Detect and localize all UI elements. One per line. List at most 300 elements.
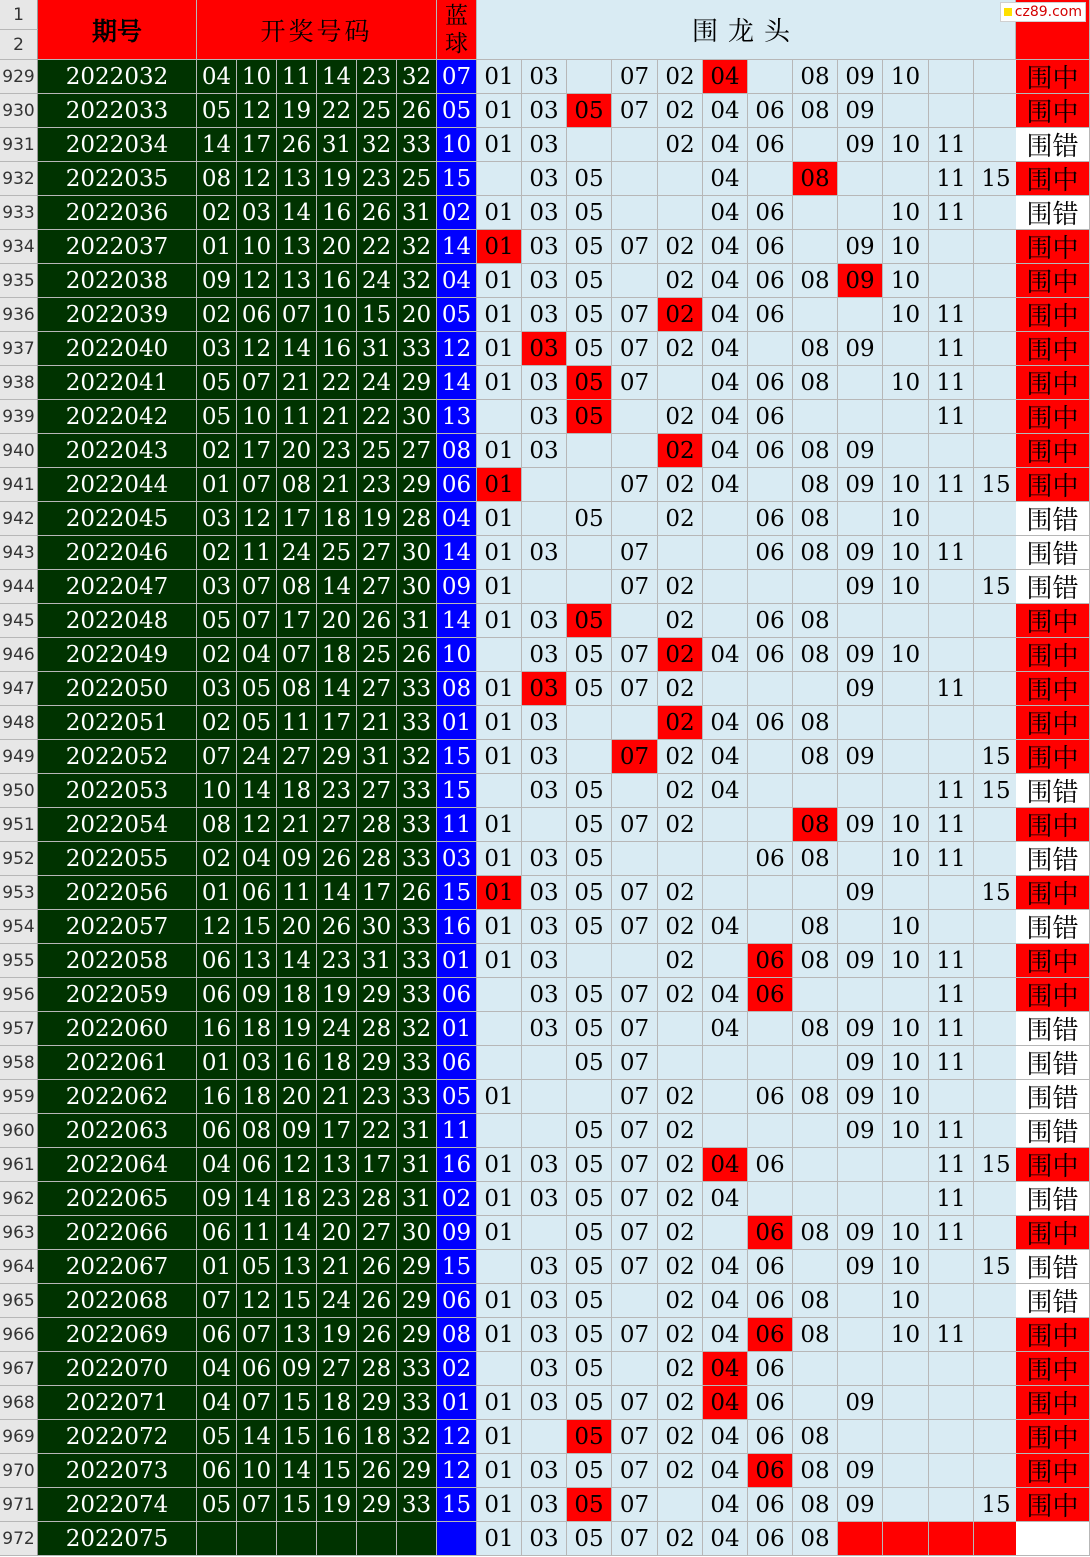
wl-cell[interactable]: 06 — [748, 128, 793, 162]
wl-cell[interactable]: 07 — [612, 1012, 658, 1046]
period-cell[interactable]: 2022053 — [38, 774, 197, 808]
wl-cell[interactable] — [838, 366, 883, 400]
winning-number-cell[interactable]: 02 — [197, 298, 237, 332]
wl-cell[interactable] — [748, 1182, 793, 1216]
winning-number-cell[interactable]: 33 — [397, 1352, 437, 1386]
blue-ball-cell[interactable]: 09 — [437, 1216, 477, 1250]
wl-cell[interactable]: 04 — [703, 910, 748, 944]
wl-cell[interactable] — [522, 808, 567, 842]
winning-number-cell[interactable]: 14 — [277, 1216, 317, 1250]
wl-cell[interactable]: 07 — [612, 1420, 658, 1454]
blue-ball-cell[interactable]: 11 — [437, 1114, 477, 1148]
winning-number-cell[interactable]: 19 — [317, 1318, 357, 1352]
winning-number-cell[interactable]: 05 — [237, 706, 277, 740]
wl-cell[interactable] — [929, 1250, 974, 1284]
winning-number-cell[interactable]: 14 — [317, 60, 357, 94]
winning-number-cell[interactable]: 27 — [357, 672, 397, 706]
winning-number-cell[interactable]: 09 — [197, 1182, 237, 1216]
wl-cell[interactable]: 11 — [929, 536, 974, 570]
winning-number-cell[interactable]: 30 — [397, 536, 437, 570]
wl-cell[interactable] — [838, 1420, 883, 1454]
wl-cell[interactable]: 09 — [838, 570, 883, 604]
winning-number-cell[interactable]: 22 — [357, 230, 397, 264]
wl-cell[interactable] — [974, 638, 1019, 672]
wl-cell[interactable]: 02 — [658, 740, 703, 774]
wl-cell[interactable]: 09 — [838, 1488, 883, 1522]
period-cell[interactable]: 2022035 — [38, 162, 197, 196]
wl-cell[interactable]: 10 — [883, 468, 929, 502]
wl-cell[interactable] — [612, 1352, 658, 1386]
wl-cell[interactable] — [703, 604, 748, 638]
winning-number-cell[interactable]: 17 — [357, 876, 397, 910]
winning-number-cell[interactable]: 29 — [397, 1318, 437, 1352]
winning-number-cell[interactable]: 05 — [237, 1250, 277, 1284]
wl-cell[interactable]: 07 — [612, 468, 658, 502]
result-cell[interactable]: 围错 — [1016, 1114, 1090, 1148]
wl-cell[interactable]: 08 — [793, 1012, 838, 1046]
winning-number-cell[interactable]: 01 — [197, 1250, 237, 1284]
wl-cell[interactable]: 08 — [793, 162, 838, 196]
winning-number-cell[interactable]: 19 — [277, 94, 317, 128]
wl-cell[interactable] — [838, 1182, 883, 1216]
wl-cell[interactable]: 02 — [658, 230, 703, 264]
winning-number-cell[interactable]: 23 — [317, 434, 357, 468]
wl-cell[interactable]: 11 — [929, 774, 974, 808]
winning-number-cell[interactable]: 13 — [277, 162, 317, 196]
wl-cell[interactable]: 04 — [703, 94, 748, 128]
winning-number-cell[interactable]: 33 — [397, 910, 437, 944]
wl-cell[interactable] — [567, 60, 612, 94]
winning-number-cell[interactable]: 33 — [397, 774, 437, 808]
winning-number-cell[interactable]: 29 — [397, 1454, 437, 1488]
wl-cell[interactable]: 07 — [612, 60, 658, 94]
winning-number-cell[interactable]: 20 — [317, 1216, 357, 1250]
row-number[interactable]: 930 — [0, 94, 38, 128]
wl-cell[interactable] — [838, 774, 883, 808]
wl-cell[interactable]: 05 — [567, 196, 612, 230]
row-number[interactable]: 967 — [0, 1352, 38, 1386]
winning-number-cell[interactable]: 17 — [277, 604, 317, 638]
winning-number-cell[interactable]: 12 — [237, 94, 277, 128]
wl-cell[interactable]: 07 — [612, 978, 658, 1012]
winning-number-cell[interactable]: 24 — [357, 264, 397, 298]
period-cell[interactable]: 2022067 — [38, 1250, 197, 1284]
wl-cell[interactable]: 08 — [793, 1454, 838, 1488]
winning-number-cell[interactable]: 14 — [237, 1420, 277, 1454]
period-cell[interactable]: 2022039 — [38, 298, 197, 332]
blue-ball-cell[interactable]: 16 — [437, 910, 477, 944]
wl-cell[interactable]: 01 — [477, 706, 522, 740]
wl-cell[interactable]: 10 — [883, 944, 929, 978]
winning-number-cell[interactable]: 27 — [317, 1352, 357, 1386]
wl-cell[interactable]: 03 — [522, 1148, 567, 1182]
blue-ball-cell[interactable]: 08 — [437, 672, 477, 706]
wl-cell[interactable]: 03 — [522, 638, 567, 672]
winning-number-cell[interactable]: 20 — [397, 298, 437, 332]
wl-cell[interactable]: 06 — [748, 1454, 793, 1488]
wl-cell[interactable]: 01 — [477, 808, 522, 842]
winning-number-cell[interactable]: 14 — [317, 570, 357, 604]
result-cell[interactable]: 围中 — [1016, 60, 1090, 94]
blue-ball-cell[interactable]: 01 — [437, 944, 477, 978]
wl-cell[interactable]: 08 — [793, 1522, 838, 1556]
wl-cell[interactable]: 04 — [703, 1284, 748, 1318]
wl-cell[interactable] — [703, 876, 748, 910]
wl-cell[interactable]: 06 — [748, 434, 793, 468]
wl-cell[interactable] — [929, 876, 974, 910]
wl-cell[interactable]: 04 — [703, 1386, 748, 1420]
period-cell[interactable]: 2022045 — [38, 502, 197, 536]
winning-number-cell[interactable]: 33 — [397, 1488, 437, 1522]
winning-number-cell[interactable]: 29 — [357, 978, 397, 1012]
wl-cell[interactable] — [567, 1080, 612, 1114]
blue-ball-cell[interactable]: 14 — [437, 536, 477, 570]
blue-ball-cell[interactable]: 08 — [437, 434, 477, 468]
wl-cell[interactable] — [748, 876, 793, 910]
winning-number-cell[interactable]: 32 — [397, 1420, 437, 1454]
wl-cell[interactable] — [748, 468, 793, 502]
winning-number-cell[interactable]: 27 — [357, 774, 397, 808]
wl-cell[interactable]: 05 — [567, 332, 612, 366]
winning-number-cell[interactable]: 29 — [357, 1488, 397, 1522]
wl-cell[interactable]: 09 — [838, 60, 883, 94]
winning-number-cell[interactable]: 09 — [237, 978, 277, 1012]
row-number[interactable]: 946 — [0, 638, 38, 672]
winning-number-cell[interactable]: 18 — [277, 978, 317, 1012]
wl-cell[interactable] — [838, 842, 883, 876]
wl-cell[interactable] — [748, 60, 793, 94]
wl-cell[interactable] — [748, 672, 793, 706]
row-number[interactable]: 955 — [0, 944, 38, 978]
period-cell[interactable]: 2022047 — [38, 570, 197, 604]
wl-cell[interactable] — [658, 162, 703, 196]
wl-cell[interactable]: 03 — [522, 536, 567, 570]
wl-cell[interactable] — [883, 1352, 929, 1386]
wl-cell[interactable]: 04 — [703, 774, 748, 808]
wl-cell[interactable] — [612, 774, 658, 808]
blue-ball-cell[interactable]: 01 — [437, 706, 477, 740]
wl-cell[interactable] — [567, 434, 612, 468]
wl-cell[interactable]: 06 — [748, 536, 793, 570]
result-cell[interactable] — [1016, 1522, 1090, 1556]
wl-cell[interactable] — [522, 1216, 567, 1250]
wl-cell[interactable]: 02 — [658, 706, 703, 740]
wl-cell[interactable]: 09 — [838, 264, 883, 298]
wl-cell[interactable]: 07 — [612, 570, 658, 604]
winning-number-cell[interactable]: 33 — [397, 1080, 437, 1114]
result-cell[interactable]: 围中 — [1016, 400, 1090, 434]
winning-number-cell[interactable]: 26 — [397, 638, 437, 672]
wl-cell[interactable]: 03 — [522, 1386, 567, 1420]
wl-cell[interactable] — [793, 1352, 838, 1386]
wl-cell[interactable]: 06 — [748, 230, 793, 264]
wl-cell[interactable]: 10 — [883, 1080, 929, 1114]
wl-cell[interactable]: 04 — [703, 162, 748, 196]
winning-number-cell[interactable]: 08 — [197, 162, 237, 196]
wl-cell[interactable]: 01 — [477, 570, 522, 604]
wl-cell[interactable]: 15 — [974, 740, 1019, 774]
winning-number-cell[interactable] — [357, 1522, 397, 1556]
winning-number-cell[interactable]: 14 — [237, 1182, 277, 1216]
wl-cell[interactable]: 11 — [929, 1046, 974, 1080]
wl-cell[interactable]: 05 — [567, 1488, 612, 1522]
wl-cell[interactable]: 06 — [748, 366, 793, 400]
wl-cell[interactable]: 11 — [929, 808, 974, 842]
wl-cell[interactable] — [477, 1250, 522, 1284]
row-number[interactable]: 970 — [0, 1454, 38, 1488]
wl-cell[interactable]: 07 — [612, 332, 658, 366]
wl-cell[interactable] — [838, 1318, 883, 1352]
result-cell[interactable]: 围中 — [1016, 366, 1090, 400]
wl-cell[interactable]: 05 — [567, 1386, 612, 1420]
winning-number-cell[interactable]: 26 — [357, 1250, 397, 1284]
wl-cell[interactable]: 06 — [748, 400, 793, 434]
wl-cell[interactable]: 04 — [703, 1352, 748, 1386]
wl-cell[interactable] — [838, 1522, 883, 1556]
period-cell[interactable]: 2022071 — [38, 1386, 197, 1420]
wl-cell[interactable]: 03 — [522, 842, 567, 876]
winning-number-cell[interactable]: 02 — [197, 196, 237, 230]
wl-cell[interactable]: 05 — [567, 1046, 612, 1080]
winning-number-cell[interactable]: 14 — [277, 1454, 317, 1488]
wl-cell[interactable]: 01 — [477, 536, 522, 570]
wl-cell[interactable] — [703, 672, 748, 706]
wl-cell[interactable] — [793, 672, 838, 706]
wl-cell[interactable]: 05 — [567, 1318, 612, 1352]
winning-number-cell[interactable]: 22 — [317, 94, 357, 128]
wl-cell[interactable] — [703, 1216, 748, 1250]
wl-cell[interactable] — [838, 502, 883, 536]
wl-cell[interactable]: 01 — [477, 502, 522, 536]
wl-cell[interactable]: 06 — [748, 1318, 793, 1352]
winning-number-cell[interactable]: 05 — [237, 672, 277, 706]
wl-cell[interactable] — [883, 604, 929, 638]
wl-cell[interactable]: 10 — [883, 298, 929, 332]
wl-cell[interactable] — [974, 502, 1019, 536]
row-number[interactable]: 972 — [0, 1522, 38, 1556]
wl-cell[interactable]: 05 — [567, 1182, 612, 1216]
winning-number-cell[interactable]: 12 — [237, 332, 277, 366]
wl-cell[interactable] — [748, 910, 793, 944]
wl-cell[interactable]: 07 — [612, 1488, 658, 1522]
winning-number-cell[interactable]: 09 — [197, 264, 237, 298]
wl-cell[interactable] — [793, 1182, 838, 1216]
winning-number-cell[interactable]: 26 — [277, 128, 317, 162]
wl-cell[interactable]: 06 — [748, 1250, 793, 1284]
wl-cell[interactable]: 09 — [838, 1386, 883, 1420]
wl-cell[interactable]: 08 — [793, 366, 838, 400]
blue-ball-cell[interactable]: 02 — [437, 1182, 477, 1216]
wl-cell[interactable]: 03 — [522, 60, 567, 94]
winning-number-cell[interactable]: 09 — [277, 1352, 317, 1386]
winning-number-cell[interactable]: 07 — [237, 1318, 277, 1352]
winning-number-cell[interactable]: 14 — [317, 876, 357, 910]
wl-cell[interactable]: 04 — [703, 1488, 748, 1522]
blue-ball-cell[interactable]: 04 — [437, 264, 477, 298]
wl-cell[interactable]: 05 — [567, 672, 612, 706]
wl-cell[interactable] — [703, 502, 748, 536]
result-cell[interactable]: 围错 — [1016, 1182, 1090, 1216]
winning-number-cell[interactable]: 16 — [277, 1046, 317, 1080]
wl-cell[interactable]: 11 — [929, 1148, 974, 1182]
row-number[interactable]: 933 — [0, 196, 38, 230]
wl-cell[interactable]: 09 — [838, 468, 883, 502]
wl-cell[interactable]: 03 — [522, 1352, 567, 1386]
wl-cell[interactable]: 03 — [522, 366, 567, 400]
wl-cell[interactable] — [612, 400, 658, 434]
wl-cell[interactable]: 02 — [658, 978, 703, 1012]
wl-cell[interactable] — [838, 400, 883, 434]
row-number[interactable]: 934 — [0, 230, 38, 264]
wl-cell[interactable] — [929, 1080, 974, 1114]
wl-cell[interactable]: 02 — [658, 774, 703, 808]
blue-ball-cell[interactable]: 16 — [437, 1148, 477, 1182]
wl-cell[interactable]: 03 — [522, 162, 567, 196]
wl-cell[interactable]: 06 — [748, 842, 793, 876]
wl-cell[interactable] — [929, 1522, 974, 1556]
wl-cell[interactable]: 02 — [658, 434, 703, 468]
winning-number-cell[interactable]: 05 — [197, 94, 237, 128]
wl-cell[interactable]: 05 — [567, 400, 612, 434]
wl-cell[interactable]: 04 — [703, 400, 748, 434]
winning-number-cell[interactable]: 29 — [357, 1046, 397, 1080]
winning-number-cell[interactable]: 28 — [357, 808, 397, 842]
blue-ball-cell[interactable]: 06 — [437, 468, 477, 502]
wl-cell[interactable]: 04 — [703, 264, 748, 298]
blue-ball-cell[interactable]: 06 — [437, 978, 477, 1012]
winning-number-cell[interactable]: 33 — [397, 1386, 437, 1420]
winning-number-cell[interactable]: 23 — [357, 60, 397, 94]
wl-cell[interactable] — [793, 230, 838, 264]
wl-cell[interactable] — [883, 94, 929, 128]
winning-number-cell[interactable]: 29 — [397, 468, 437, 502]
wl-cell[interactable] — [974, 1046, 1019, 1080]
wl-cell[interactable] — [477, 978, 522, 1012]
result-cell[interactable]: 围中 — [1016, 808, 1090, 842]
wl-cell[interactable] — [929, 604, 974, 638]
wl-cell[interactable] — [838, 1148, 883, 1182]
winning-number-cell[interactable]: 21 — [317, 468, 357, 502]
winning-number-cell[interactable]: 33 — [397, 978, 437, 1012]
wl-cell[interactable]: 06 — [748, 196, 793, 230]
wl-cell[interactable]: 05 — [567, 978, 612, 1012]
wl-cell[interactable]: 08 — [793, 740, 838, 774]
winning-number-cell[interactable]: 33 — [397, 1046, 437, 1080]
winning-number-cell[interactable]: 20 — [277, 1080, 317, 1114]
wl-cell[interactable]: 03 — [522, 740, 567, 774]
winning-number-cell[interactable]: 16 — [197, 1080, 237, 1114]
winning-number-cell[interactable]: 13 — [277, 1250, 317, 1284]
winning-number-cell[interactable]: 09 — [277, 1114, 317, 1148]
wl-cell[interactable]: 01 — [477, 60, 522, 94]
wl-cell[interactable] — [522, 1420, 567, 1454]
winning-number-cell[interactable]: 33 — [397, 706, 437, 740]
winning-number-cell[interactable] — [197, 1522, 237, 1556]
wl-cell[interactable] — [929, 1454, 974, 1488]
winning-number-cell[interactable]: 18 — [317, 1046, 357, 1080]
winning-number-cell[interactable]: 12 — [237, 162, 277, 196]
winning-number-cell[interactable]: 15 — [237, 910, 277, 944]
row-number[interactable]: 937 — [0, 332, 38, 366]
wl-cell[interactable]: 03 — [522, 978, 567, 1012]
wl-cell[interactable] — [974, 400, 1019, 434]
period-cell[interactable]: 2022060 — [38, 1012, 197, 1046]
winning-number-cell[interactable]: 17 — [317, 706, 357, 740]
winning-number-cell[interactable]: 24 — [237, 740, 277, 774]
wl-cell[interactable] — [974, 1080, 1019, 1114]
wl-cell[interactable]: 07 — [612, 1250, 658, 1284]
wl-cell[interactable]: 02 — [658, 332, 703, 366]
row-number[interactable]: 949 — [0, 740, 38, 774]
wl-cell[interactable]: 05 — [567, 1250, 612, 1284]
wl-cell[interactable] — [929, 94, 974, 128]
winning-number-cell[interactable]: 07 — [237, 468, 277, 502]
row-number[interactable]: 968 — [0, 1386, 38, 1420]
winning-number-cell[interactable]: 31 — [357, 944, 397, 978]
winning-number-cell[interactable]: 16 — [197, 1012, 237, 1046]
wl-cell[interactable]: 02 — [658, 502, 703, 536]
row-number[interactable]: 940 — [0, 434, 38, 468]
winning-number-cell[interactable]: 09 — [277, 842, 317, 876]
wl-cell[interactable]: 10 — [883, 536, 929, 570]
wl-cell[interactable]: 09 — [838, 536, 883, 570]
winning-number-cell[interactable]: 08 — [277, 468, 317, 502]
blue-ball-cell[interactable]: 10 — [437, 128, 477, 162]
wl-cell[interactable]: 10 — [883, 1284, 929, 1318]
wl-cell[interactable]: 11 — [929, 1114, 974, 1148]
wl-cell[interactable] — [612, 162, 658, 196]
winning-number-cell[interactable]: 08 — [277, 672, 317, 706]
result-cell[interactable]: 围错 — [1016, 910, 1090, 944]
wl-cell[interactable]: 03 — [522, 1318, 567, 1352]
wl-cell[interactable]: 05 — [567, 910, 612, 944]
wl-cell[interactable] — [477, 1046, 522, 1080]
winning-number-cell[interactable]: 07 — [197, 740, 237, 774]
wl-cell[interactable]: 04 — [703, 196, 748, 230]
wl-cell[interactable]: 15 — [974, 162, 1019, 196]
result-cell[interactable]: 围错 — [1016, 774, 1090, 808]
winning-number-cell[interactable]: 33 — [397, 128, 437, 162]
blue-ball-cell[interactable]: 05 — [437, 298, 477, 332]
result-cell[interactable]: 围中 — [1016, 638, 1090, 672]
wl-cell[interactable]: 09 — [838, 94, 883, 128]
winning-number-cell[interactable]: 04 — [197, 1352, 237, 1386]
wl-cell[interactable] — [703, 1046, 748, 1080]
winning-number-cell[interactable]: 32 — [397, 60, 437, 94]
winning-number-cell[interactable]: 26 — [397, 876, 437, 910]
wl-cell[interactable]: 04 — [703, 1182, 748, 1216]
wl-cell[interactable]: 03 — [522, 128, 567, 162]
wl-cell[interactable]: 02 — [658, 1318, 703, 1352]
period-cell[interactable]: 2022032 — [38, 60, 197, 94]
period-cell[interactable]: 2022038 — [38, 264, 197, 298]
winning-number-cell[interactable]: 06 — [237, 298, 277, 332]
wl-cell[interactable]: 02 — [658, 808, 703, 842]
wl-cell[interactable]: 03 — [522, 264, 567, 298]
wl-cell[interactable] — [477, 638, 522, 672]
wl-cell[interactable]: 07 — [612, 1046, 658, 1080]
wl-cell[interactable]: 10 — [883, 196, 929, 230]
wl-cell[interactable]: 02 — [658, 1216, 703, 1250]
winning-number-cell[interactable]: 07 — [237, 570, 277, 604]
winning-number-cell[interactable]: 31 — [397, 1114, 437, 1148]
winning-number-cell[interactable]: 07 — [237, 366, 277, 400]
wl-cell[interactable]: 04 — [703, 1318, 748, 1352]
wl-cell[interactable] — [838, 978, 883, 1012]
winning-number-cell[interactable]: 19 — [317, 162, 357, 196]
row-number[interactable]: 950 — [0, 774, 38, 808]
wl-cell[interactable] — [612, 502, 658, 536]
